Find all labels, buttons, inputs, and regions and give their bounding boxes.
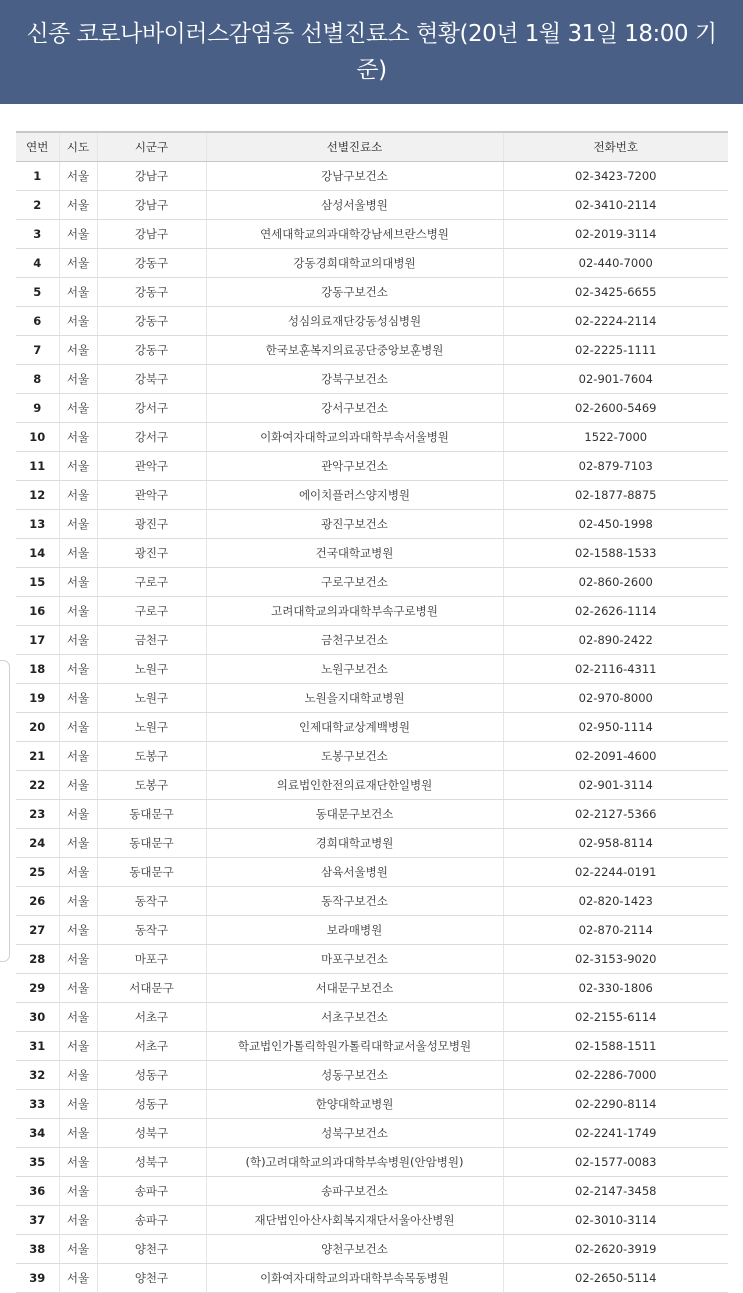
phone-number-cell: 02-1588-1533 [503, 539, 728, 568]
table-row [16, 887, 728, 916]
table-row [16, 1206, 728, 1235]
province-cell: 서울 [59, 800, 97, 829]
table-row [16, 423, 728, 452]
row-number: 12 [16, 481, 59, 510]
row-number: 29 [16, 974, 59, 1003]
row-number: 23 [16, 800, 59, 829]
phone-number-cell: 02-2091-4600 [503, 742, 728, 771]
district-cell: 강동구 [97, 249, 206, 278]
clinic-name-cell: 구로구보건소 [206, 568, 503, 597]
clinic-name-cell: 이화여자대학교의과대학부속서울병원 [206, 423, 503, 452]
table-row [16, 365, 728, 394]
district-cell: 성북구 [97, 1148, 206, 1177]
clinic-name-cell: 한국보훈복지의료공단중앙보훈병원 [206, 336, 503, 365]
clinic-name-cell: 보라매병원 [206, 916, 503, 945]
phone-number-cell: 02-2127-5366 [503, 800, 728, 829]
district-cell: 동대문구 [97, 829, 206, 858]
clinic-name-cell: 경희대학교병원 [206, 829, 503, 858]
row-number: 2 [16, 191, 59, 220]
row-number: 21 [16, 742, 59, 771]
table-row [16, 626, 728, 655]
phone-number-cell: 02-2155-6114 [503, 1003, 728, 1032]
phone-number-cell: 02-901-3114 [503, 771, 728, 800]
table-row [16, 481, 728, 510]
district-cell: 동대문구 [97, 858, 206, 887]
clinic-name-cell: 의료법인한전의료재단한일병원 [206, 771, 503, 800]
clinic-name-cell: 동작구보건소 [206, 887, 503, 916]
row-number: 9 [16, 394, 59, 423]
district-cell: 노원구 [97, 684, 206, 713]
column-header-number: 연번 [16, 132, 59, 162]
district-cell: 노원구 [97, 655, 206, 684]
table-row [16, 394, 728, 423]
phone-number-cell: 02-2225-1111 [503, 336, 728, 365]
table-header-row [16, 132, 728, 162]
province-cell: 서울 [59, 1032, 97, 1061]
district-cell: 양천구 [97, 1264, 206, 1293]
province-cell: 서울 [59, 452, 97, 481]
row-number: 8 [16, 365, 59, 394]
row-number: 38 [16, 1235, 59, 1264]
clinic-name-cell: 학교법인가톨릭학원가톨릭대학교서울성모병원 [206, 1032, 503, 1061]
row-number: 14 [16, 539, 59, 568]
row-number: 36 [16, 1177, 59, 1206]
province-cell: 서울 [59, 684, 97, 713]
province-cell: 서울 [59, 249, 97, 278]
phone-number-cell: 02-2650-5114 [503, 1264, 728, 1293]
row-number: 26 [16, 887, 59, 916]
phone-number-cell: 02-2019-3114 [503, 220, 728, 249]
district-cell: 관악구 [97, 452, 206, 481]
row-number: 5 [16, 278, 59, 307]
district-cell: 동작구 [97, 887, 206, 916]
province-cell: 서울 [59, 742, 97, 771]
province-cell: 서울 [59, 510, 97, 539]
province-cell: 서울 [59, 539, 97, 568]
district-cell: 마포구 [97, 945, 206, 974]
phone-number-cell: 02-860-2600 [503, 568, 728, 597]
clinic-name-cell: 고려대학교의과대학부속구로병원 [206, 597, 503, 626]
page-header [0, 0, 743, 104]
district-cell: 구로구 [97, 597, 206, 626]
table-row [16, 452, 728, 481]
row-number: 1 [16, 162, 59, 191]
table-row [16, 220, 728, 249]
district-cell: 서초구 [97, 1003, 206, 1032]
clinic-name-cell: 에이치플러스양지병원 [206, 481, 503, 510]
district-cell: 광진구 [97, 539, 206, 568]
district-cell: 동대문구 [97, 800, 206, 829]
province-cell: 서울 [59, 423, 97, 452]
clinic-name-cell: 연세대학교의과대학강남세브란스병원 [206, 220, 503, 249]
province-cell: 서울 [59, 1061, 97, 1090]
row-number: 32 [16, 1061, 59, 1090]
row-number: 22 [16, 771, 59, 800]
phone-number-cell: 1522-7000 [503, 423, 728, 452]
phone-number-cell: 02-2626-1114 [503, 597, 728, 626]
clinic-name-cell: 송파구보건소 [206, 1177, 503, 1206]
row-number: 34 [16, 1119, 59, 1148]
clinic-name-cell: 이화여자대학교의과대학부속목동병원 [206, 1264, 503, 1293]
clinic-name-cell: 강남구보건소 [206, 162, 503, 191]
clinic-name-cell: 금천구보건소 [206, 626, 503, 655]
phone-number-cell: 02-3410-2114 [503, 191, 728, 220]
district-cell: 노원구 [97, 713, 206, 742]
row-number: 17 [16, 626, 59, 655]
table-row [16, 191, 728, 220]
phone-number-cell: 02-890-2422 [503, 626, 728, 655]
table-row [16, 1177, 728, 1206]
column-header-province: 시도 [59, 132, 97, 162]
phone-number-cell: 02-330-1806 [503, 974, 728, 1003]
table-row [16, 742, 728, 771]
table-row [16, 539, 728, 568]
province-cell: 서울 [59, 945, 97, 974]
district-cell: 광진구 [97, 510, 206, 539]
province-cell: 서울 [59, 1090, 97, 1119]
row-number: 18 [16, 655, 59, 684]
row-number: 33 [16, 1090, 59, 1119]
column-header-district: 시군구 [97, 132, 206, 162]
clinic-name-cell: 동대문구보건소 [206, 800, 503, 829]
phone-number-cell: 02-2224-2114 [503, 307, 728, 336]
table-row [16, 858, 728, 887]
row-number: 19 [16, 684, 59, 713]
phone-number-cell: 02-950-1114 [503, 713, 728, 742]
phone-number-cell: 02-1577-0083 [503, 1148, 728, 1177]
table-row [16, 162, 728, 191]
clinic-name-cell: 도봉구보건소 [206, 742, 503, 771]
district-cell: 송파구 [97, 1206, 206, 1235]
clinic-name-cell: 관악구보건소 [206, 452, 503, 481]
row-number: 31 [16, 1032, 59, 1061]
phone-number-cell: 02-2290-8114 [503, 1090, 728, 1119]
phone-number-cell: 02-2286-7000 [503, 1061, 728, 1090]
province-cell: 서울 [59, 481, 97, 510]
province-cell: 서울 [59, 771, 97, 800]
province-cell: 서울 [59, 829, 97, 858]
table-row [16, 1003, 728, 1032]
district-cell: 강남구 [97, 162, 206, 191]
row-number: 16 [16, 597, 59, 626]
clinic-name-cell: 성동구보건소 [206, 1061, 503, 1090]
province-cell: 서울 [59, 365, 97, 394]
phone-number-cell: 02-3153-9020 [503, 945, 728, 974]
table-row [16, 684, 728, 713]
district-cell: 강북구 [97, 365, 206, 394]
table-row [16, 336, 728, 365]
phone-number-cell: 02-879-7103 [503, 452, 728, 481]
clinic-name-cell: 강동경희대학교의대병원 [206, 249, 503, 278]
district-cell: 강동구 [97, 336, 206, 365]
province-cell: 서울 [59, 568, 97, 597]
clinic-table-container [16, 131, 728, 1293]
province-cell: 서울 [59, 1235, 97, 1264]
clinic-name-cell: 강북구보건소 [206, 365, 503, 394]
clinic-name-cell: 삼성서울병원 [206, 191, 503, 220]
row-number: 24 [16, 829, 59, 858]
clinic-name-cell: 노원구보건소 [206, 655, 503, 684]
district-cell: 강서구 [97, 423, 206, 452]
table-row [16, 510, 728, 539]
table-row [16, 597, 728, 626]
row-number: 25 [16, 858, 59, 887]
clinic-table [16, 131, 728, 1293]
district-cell: 송파구 [97, 1177, 206, 1206]
phone-number-cell: 02-3425-6655 [503, 278, 728, 307]
clinic-name-cell: 서초구보건소 [206, 1003, 503, 1032]
clinic-name-cell: 서대문구보건소 [206, 974, 503, 1003]
row-number: 10 [16, 423, 59, 452]
table-row [16, 800, 728, 829]
clinic-name-cell: 광진구보건소 [206, 510, 503, 539]
row-number: 11 [16, 452, 59, 481]
table-row [16, 1090, 728, 1119]
district-cell: 강남구 [97, 191, 206, 220]
district-cell: 성동구 [97, 1061, 206, 1090]
table-body [16, 162, 728, 1293]
province-cell: 서울 [59, 858, 97, 887]
row-number: 39 [16, 1264, 59, 1293]
phone-number-cell: 02-3423-7200 [503, 162, 728, 191]
district-cell: 관악구 [97, 481, 206, 510]
district-cell: 구로구 [97, 568, 206, 597]
district-cell: 도봉구 [97, 771, 206, 800]
clinic-name-cell: 강서구보건소 [206, 394, 503, 423]
clinic-name-cell: 양천구보건소 [206, 1235, 503, 1264]
table-row [16, 974, 728, 1003]
table-row [16, 945, 728, 974]
row-number: 6 [16, 307, 59, 336]
district-cell: 금천구 [97, 626, 206, 655]
row-number: 7 [16, 336, 59, 365]
column-header-clinic: 선별진료소 [206, 132, 503, 162]
table-row [16, 1148, 728, 1177]
district-cell: 동작구 [97, 916, 206, 945]
province-cell: 서울 [59, 1003, 97, 1032]
row-number: 3 [16, 220, 59, 249]
province-cell: 서울 [59, 162, 97, 191]
clinic-name-cell: 재단법인아산사회복지재단서울아산병원 [206, 1206, 503, 1235]
phone-number-cell: 02-970-8000 [503, 684, 728, 713]
province-cell: 서울 [59, 1264, 97, 1293]
row-number: 20 [16, 713, 59, 742]
table-row [16, 829, 728, 858]
province-cell: 서울 [59, 220, 97, 249]
row-number: 15 [16, 568, 59, 597]
province-cell: 서울 [59, 336, 97, 365]
phone-number-cell: 02-958-8114 [503, 829, 728, 858]
district-cell: 강동구 [97, 307, 206, 336]
province-cell: 서울 [59, 626, 97, 655]
page-title: 신종 코로나바이러스감염증 선별진료소 현황(20년 1월 31일 18:00 기준) [26, 21, 717, 83]
province-cell: 서울 [59, 1206, 97, 1235]
table-row [16, 713, 728, 742]
district-cell: 강서구 [97, 394, 206, 423]
row-number: 4 [16, 249, 59, 278]
table-row [16, 916, 728, 945]
table-row [16, 655, 728, 684]
phone-number-cell: 02-440-7000 [503, 249, 728, 278]
table-row [16, 1061, 728, 1090]
district-cell: 도봉구 [97, 742, 206, 771]
clinic-name-cell: 인제대학교상계백병원 [206, 713, 503, 742]
clinic-name-cell: 건국대학교병원 [206, 539, 503, 568]
district-cell: 서대문구 [97, 974, 206, 1003]
province-cell: 서울 [59, 1177, 97, 1206]
province-cell: 서울 [59, 307, 97, 336]
row-number: 30 [16, 1003, 59, 1032]
clinic-name-cell: 한양대학교병원 [206, 1090, 503, 1119]
province-cell: 서울 [59, 916, 97, 945]
row-number: 37 [16, 1206, 59, 1235]
province-cell: 서울 [59, 713, 97, 742]
row-number: 28 [16, 945, 59, 974]
clinic-name-cell: 삼육서울병원 [206, 858, 503, 887]
clinic-name-cell: 성심의료재단강동성심병원 [206, 307, 503, 336]
table-row [16, 307, 728, 336]
row-number: 27 [16, 916, 59, 945]
province-cell: 서울 [59, 1148, 97, 1177]
side-drawer-handle[interactable] [0, 660, 10, 962]
table-row [16, 249, 728, 278]
province-cell: 서울 [59, 887, 97, 916]
province-cell: 서울 [59, 974, 97, 1003]
row-number: 35 [16, 1148, 59, 1177]
province-cell: 서울 [59, 1119, 97, 1148]
phone-number-cell: 02-2241-1749 [503, 1119, 728, 1148]
phone-number-cell: 02-2620-3919 [503, 1235, 728, 1264]
phone-number-cell: 02-2116-4311 [503, 655, 728, 684]
province-cell: 서울 [59, 597, 97, 626]
table-row [16, 1235, 728, 1264]
clinic-name-cell: 마포구보건소 [206, 945, 503, 974]
clinic-name-cell: 강동구보건소 [206, 278, 503, 307]
phone-number-cell: 02-2244-0191 [503, 858, 728, 887]
province-cell: 서울 [59, 191, 97, 220]
phone-number-cell: 02-3010-3114 [503, 1206, 728, 1235]
district-cell: 강동구 [97, 278, 206, 307]
province-cell: 서울 [59, 278, 97, 307]
province-cell: 서울 [59, 655, 97, 684]
table-row [16, 1119, 728, 1148]
province-cell: 서울 [59, 394, 97, 423]
phone-number-cell: 02-450-1998 [503, 510, 728, 539]
phone-number-cell: 02-901-7604 [503, 365, 728, 394]
table-row [16, 1264, 728, 1293]
table-row [16, 278, 728, 307]
clinic-name-cell: 노원을지대학교병원 [206, 684, 503, 713]
district-cell: 서초구 [97, 1032, 206, 1061]
phone-number-cell: 02-820-1423 [503, 887, 728, 916]
district-cell: 성동구 [97, 1090, 206, 1119]
phone-number-cell: 02-870-2114 [503, 916, 728, 945]
district-cell: 성북구 [97, 1119, 206, 1148]
phone-number-cell: 02-2600-5469 [503, 394, 728, 423]
table-row [16, 1032, 728, 1061]
district-cell: 양천구 [97, 1235, 206, 1264]
phone-number-cell: 02-1877-8875 [503, 481, 728, 510]
phone-number-cell: 02-1588-1511 [503, 1032, 728, 1061]
district-cell: 강남구 [97, 220, 206, 249]
phone-number-cell: 02-2147-3458 [503, 1177, 728, 1206]
clinic-name-cell: 성북구보건소 [206, 1119, 503, 1148]
table-row [16, 771, 728, 800]
column-header-phone: 전화번호 [503, 132, 728, 162]
row-number: 13 [16, 510, 59, 539]
table-row [16, 568, 728, 597]
clinic-name-cell: (학)고려대학교의과대학부속병원(안암병원) [206, 1148, 503, 1177]
